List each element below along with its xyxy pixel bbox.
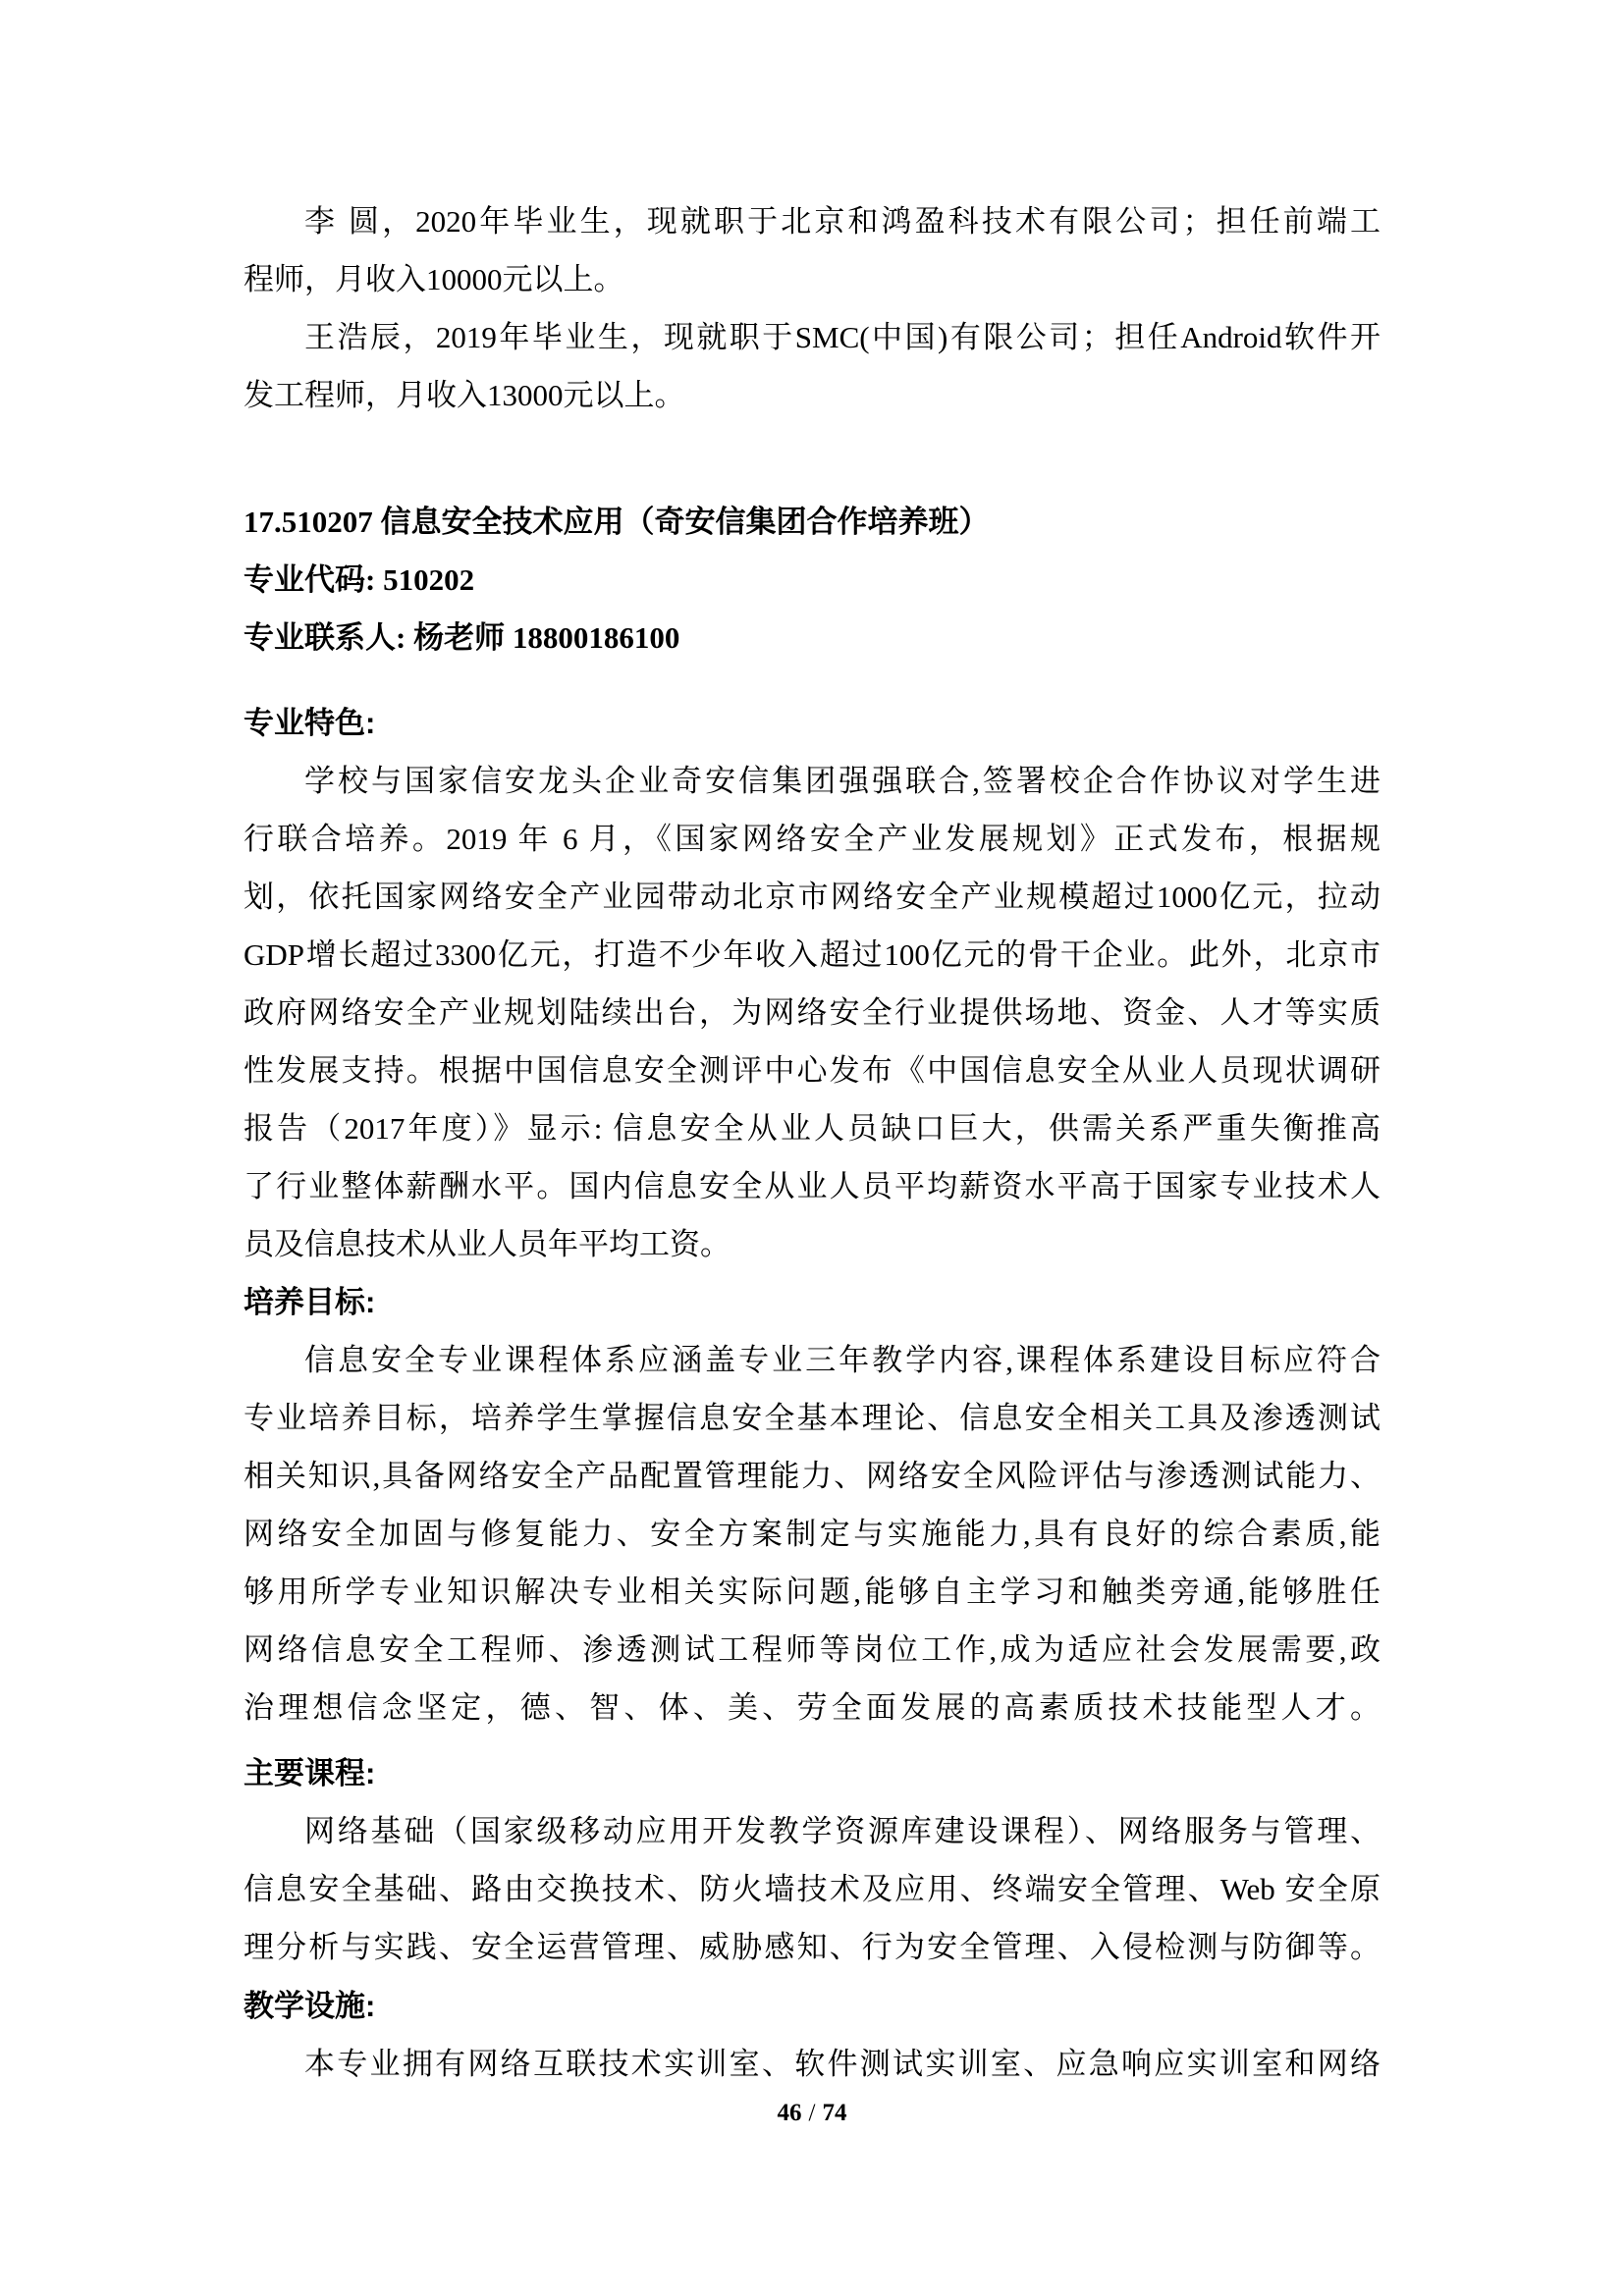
text-line: 学校与国家信安龙头企业奇安信集团强强联合,签署校企合作协议对学生进 xyxy=(304,764,1380,798)
major-field-line: 专业代码: 510202 xyxy=(244,562,475,597)
text-line: 信息安全专业课程体系应涵盖专业三年教学内容,课程体系建设目标应符合 xyxy=(304,1343,1380,1377)
text-line: 行联合培养。2019 年 6 月，《国家网络安全产业发展规划》正式发布，根据规 xyxy=(244,822,1380,856)
text-line: 李 圆，2020年毕业生，现就职于北京和鸿盈科技术有限公司；担任前端工 xyxy=(304,204,1380,239)
text-line: GDP增长超过3300亿元，打造不少年收入超过100亿元的骨干企业。此外，北京市 xyxy=(244,937,1380,972)
text-line: 程师，月收入10000元以上。 xyxy=(244,262,624,296)
page-number-total: 74 xyxy=(822,2100,847,2126)
text-line: 网络基础（国家级移动应用开发教学资源库建设课程）、网络服务与管理、 xyxy=(304,1814,1380,1848)
text-line: 发工程师，月收入13000元以上。 xyxy=(244,378,685,412)
page-footer xyxy=(0,2097,1624,2130)
text-line: 报告（2017年度）》显示: 信息安全从业人员缺口巨大，供需关系严重失衡推高 xyxy=(244,1111,1380,1146)
section-label: 教学设施: xyxy=(244,1989,376,2023)
section-label: 培养目标: xyxy=(244,1285,376,1319)
section-label: 专业特色: xyxy=(244,706,376,740)
spacer xyxy=(244,1736,1380,1744)
major-heading: 17.510207 信息安全技术应用（奇安信集团合作培养班） xyxy=(244,505,990,539)
page-number-separator: / xyxy=(808,2100,816,2126)
text-line: 本专业拥有网络互联技术实训室、软件测试实训室、应急响应实训室和网络 xyxy=(304,2047,1380,2081)
text-line: 相关知识,具备网络安全产品配置管理能力、网络安全风险评估与渗透测试能力、 xyxy=(244,1459,1380,1493)
document-body xyxy=(244,192,1380,2093)
text-line: 治理想信念坚定，德、智、体、美、劳全面发展的高素质技术技能型人才。 xyxy=(244,1690,1380,1725)
text-line: 员及信息技术从业人员年平均工资。 xyxy=(244,1227,731,1261)
spacer xyxy=(244,424,1380,493)
major-field-line: 专业联系人: 杨老师 18800186100 xyxy=(244,620,680,655)
text-line: 了行业整体薪酬水平。国内信息安全从业人员平均薪资水平高于国家专业技术人 xyxy=(244,1169,1380,1203)
text-line: 网络安全加固与修复能力、安全方案制定与实施能力,具有良好的综合素质,能 xyxy=(244,1517,1380,1551)
text-line: 够用所学专业知识解决专业相关实际问题,能够自主学习和触类旁通,能够胜任 xyxy=(244,1575,1380,1609)
text-line: 理分析与实践、安全运营管理、威胁感知、行为安全管理、入侵检测与防御等。 xyxy=(244,1930,1380,1964)
text-line: 网络信息安全工程师、渗透测试工程师等岗位工作,成为适应社会发展需要,政 xyxy=(244,1632,1380,1667)
section-label: 主要课程: xyxy=(244,1756,376,1790)
text-line: 性发展支持。根据中国信息安全测评中心发布《中国信息安全从业人员现状调研 xyxy=(244,1053,1380,1088)
text-line: 信息安全基础、路由交换技术、防火墙技术及应用、终端安全管理、Web 安全原 xyxy=(244,1872,1380,1906)
text-line: 王浩辰，2019年毕业生，现就职于SMC(中国)有限公司；担任Android软件开 xyxy=(304,320,1380,354)
spacer xyxy=(244,667,1380,694)
text-line: 政府网络安全产业规划陆续出台，为网络安全行业提供场地、资金、人才等实质 xyxy=(244,995,1380,1030)
page-number-current: 46 xyxy=(777,2100,802,2126)
text-line: 专业培养目标，培养学生掌握信息安全基本理论、信息安全相关工具及渗透测试 xyxy=(244,1401,1380,1435)
text-line: 划，依托国家网络安全产业园带动北京市网络安全产业规模超过1000亿元，拉动 xyxy=(244,880,1380,914)
